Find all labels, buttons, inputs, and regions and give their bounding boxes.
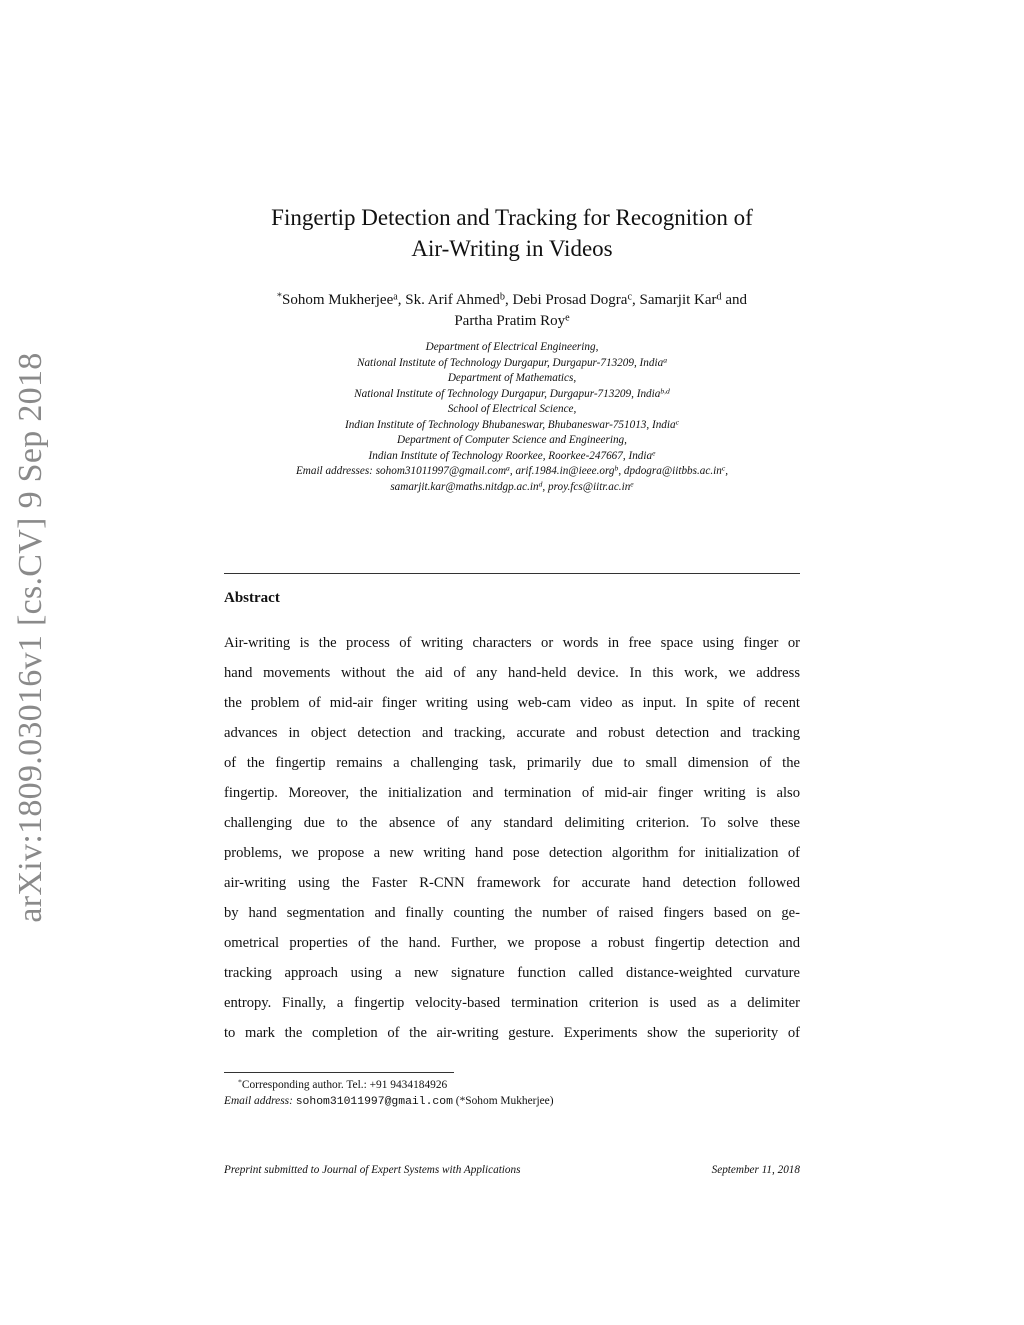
affiliation-line: Department of Computer Science and Engineering, (397, 434, 627, 446)
arxiv-identifier-stamp: arXiv:1809.03016v1 [cs.CV] 9 Sep 2018 (12, 352, 49, 923)
email-address: sohom31011997@gmail.com (375, 465, 507, 477)
email-line: Email addresses: sohom31011997@gmail.com$^a$, arif.1984.in@ieee.org$^b$, $dpdogra@iitbbs.ac.in^c$, (295, 463, 729, 477)
preprint-journal: Preprint submitted to Journal of Expert Systems with Applications (224, 1164, 521, 1176)
abstract-body (224, 628, 800, 1048)
affiliation-line: School of Electrical Science, (447, 403, 577, 415)
author: Sk. Arif Ahmed$^b$ (405, 291, 505, 308)
abstract-line: problems, we propose a new writing hand pose detection algorithm for initialization of (224, 845, 800, 861)
affiliation-line: Indian Institute of Technology Bhubaneswar, Bhubaneswar-751013, India$^c$ (344, 417, 679, 431)
author: Debi Prosad Dogra$^c$ (512, 291, 632, 308)
abstract-line: tracking approach using a new signature function called distance-weighted curvature (224, 965, 800, 981)
corresponding-mark: * (276, 291, 283, 303)
author: Partha Pratim Roy$^e$ (454, 312, 570, 329)
title-line: Fingertip Detection and Tracking for Recognition of (271, 205, 753, 230)
affiliation-line: Department of Mathematics, (447, 372, 577, 384)
abstract-line: hand movements without the aid of any hand-held device. In this work, we address (224, 665, 800, 681)
author: Samarjit Kar$^d$ (639, 291, 722, 308)
affiliations (220, 340, 804, 495)
footnote-email: Email address: sohom31011997@gmail.com (*Sohom Mukherjee) (224, 1095, 554, 1108)
abstract-line: advances in object detection and tracking, accurate and robust detection and tracking (224, 725, 800, 741)
email-line: $samarjit.kar@maths.nitdgp.ac.in^d$, $proy.fcs@iitr.ac.in^e$ (390, 479, 634, 493)
abstract-line: entropy. Finally, a fingertip velocity-based termination criterion is used as a delimiter (224, 995, 800, 1011)
affiliation-line: National Institute of Technology Durgapur, Durgapur-713209, India$^a$ (356, 355, 667, 369)
abstract-line: to mark the completion of the air-writing gesture. Experiments show the superiority of (224, 1025, 800, 1041)
author-line: *Sohom Mukherjee$^a$, Sk. Arif Ahmed$^b$, Debi Prosad Dogra$^c$, Samarjit Kar$^d$ and (276, 291, 748, 308)
abstract-heading: Abstract (224, 590, 280, 606)
affiliation-line: National Institute of Technology Durgapur, Durgapur-713209, India$^{b,d}$ (354, 386, 670, 400)
abstract-line: fingertip. Moreover, the initialization and termination of mid-air finger writing is also (224, 785, 800, 801)
paper-title (220, 202, 804, 264)
abstract-line: ometrical properties of the hand. Further, we propose a robust fingertip detection and (224, 935, 800, 951)
abstract-line: challenging due to the absence of any standard delimiting criterion. To solve these (224, 815, 800, 831)
title-line: Air-Writing in Videos (411, 236, 613, 261)
footnote (224, 1077, 800, 1110)
abstract-line: of the fingertip remains a challenging task, primarily due to small dimension of the (224, 755, 800, 771)
author-list (220, 290, 804, 332)
footnote-email-address[interactable]: sohom31011997@gmail.com (295, 1096, 453, 1108)
preprint-date: September 11, 2018 (711, 1164, 800, 1176)
email-address: arif.1984.in@ieee.org (515, 465, 615, 477)
email-address: proy.fcs@iitr.ac.in (548, 480, 631, 493)
abstract-line: by hand segmentation and finally counting the number of raised fingers based on ge- (224, 905, 800, 921)
abstract-line: air-writing using the Faster R-CNN framework for accurate hand detection followed (224, 875, 800, 891)
footnote-rule (224, 1072, 454, 1073)
abstract-top-rule (224, 573, 800, 574)
email-address: dpdogra@iitbbs.ac.in (623, 465, 722, 477)
abstract-line: the problem of mid-air finger writing using web-cam video as input. In spite of recent (224, 695, 800, 711)
author-line (220, 311, 804, 332)
affiliation-line: Indian Institute of Technology Roorkee, Roorkee-247667, India$^e$ (368, 448, 656, 462)
author: *Sohom Mukherjee$^a$ (276, 291, 398, 308)
affiliation-line: Department of Electrical Engineering, (425, 341, 599, 353)
corresponding-author-note: *Corresponding author. Tel.: +91 9434184926 (238, 1077, 448, 1091)
abstract-line: Air-writing is the process of writing characters or words in free space using finger or (224, 635, 800, 651)
email-address: samarjit.kar@maths.nitdgp.ac.in (390, 480, 539, 493)
